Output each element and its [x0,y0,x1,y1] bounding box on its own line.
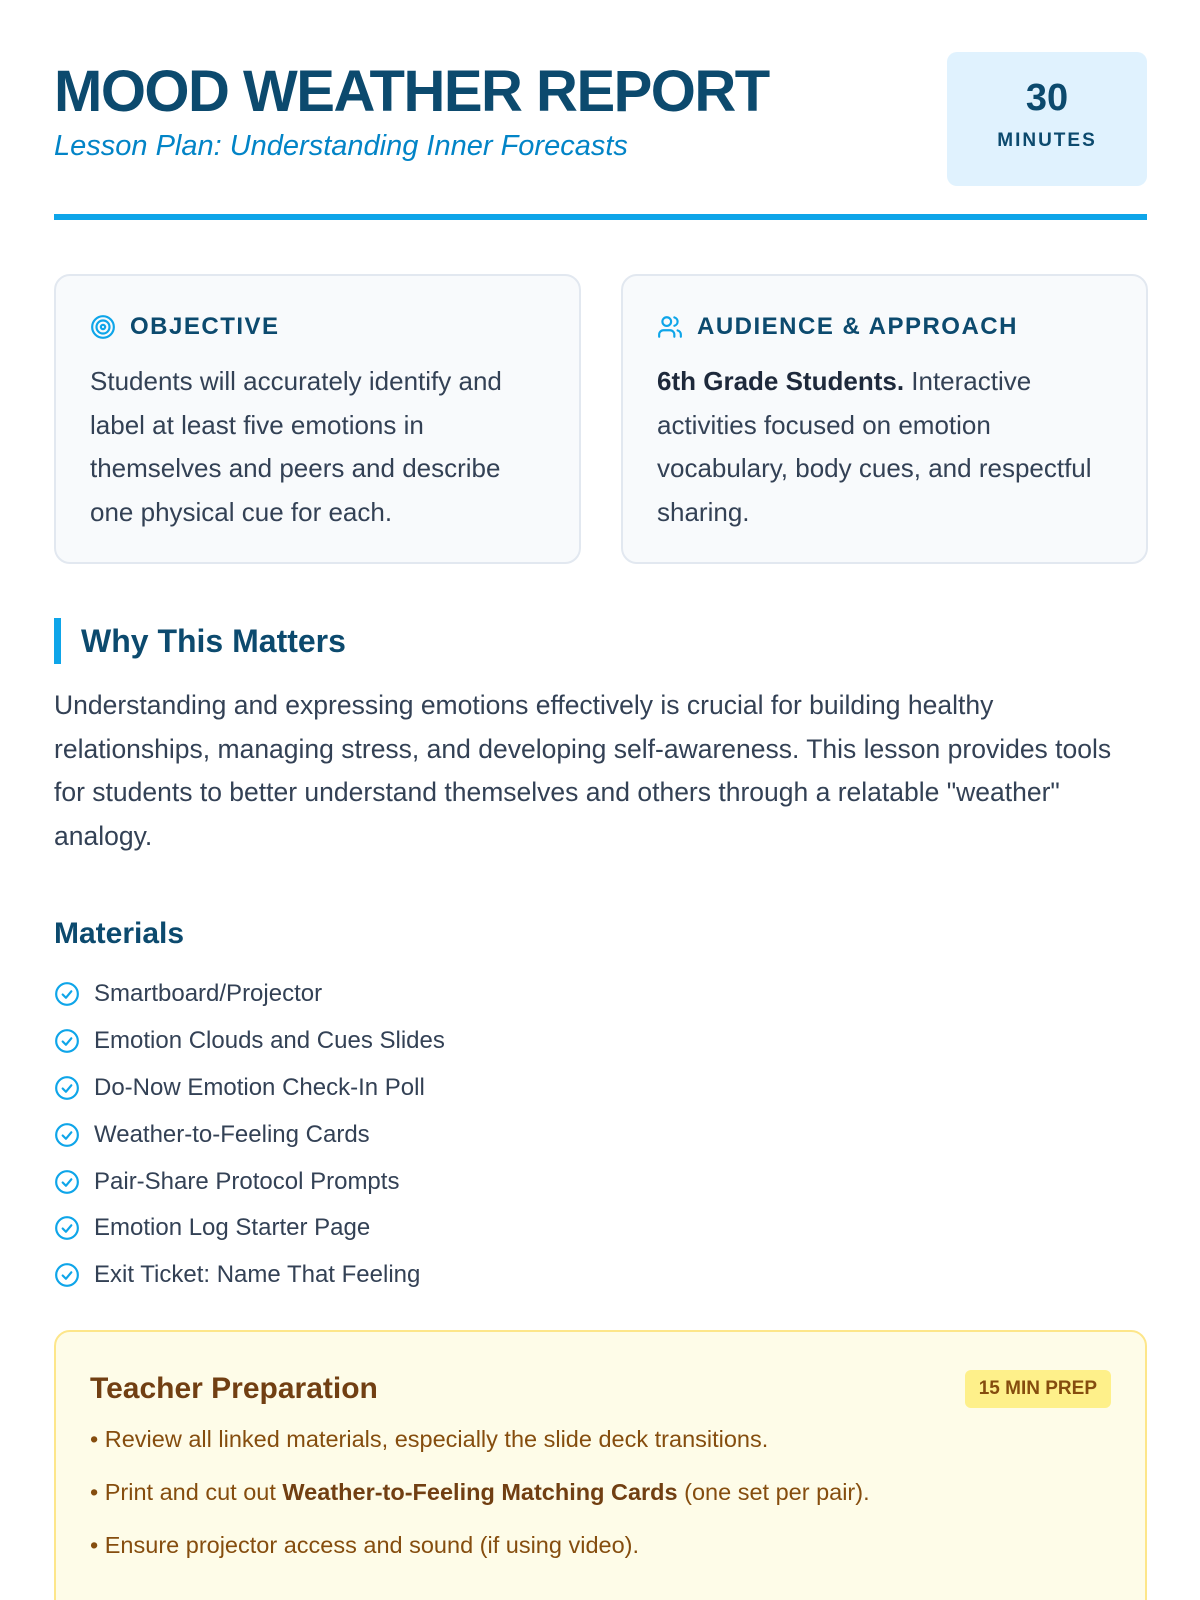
duration-badge [947,52,1147,186]
check-circle-icon [54,981,80,1007]
duration-value: 30 [1025,77,1069,119]
users-icon [657,314,683,340]
objective-card [54,274,581,564]
list-item [54,1158,445,1205]
objective-heading: OBJECTIVE [130,313,280,340]
check-circle-icon [54,1075,80,1101]
list-item [90,1532,1111,1558]
list-item [54,1205,445,1252]
list-item [54,1111,445,1158]
materials-list [54,971,445,1299]
material-label: Smartboard/Projector [94,980,323,1008]
material-label: Emotion Log Starter Page [94,1214,371,1242]
check-circle-icon [54,1028,80,1054]
material-label: Do-Now Emotion Check-In Poll [94,1073,425,1101]
audience-card [621,274,1148,564]
why-heading: Why This Matters [81,623,346,659]
materials-heading: Materials [54,917,185,950]
list-item [54,1018,445,1065]
prep-text: • Ensure projector access and sound (if using video). [90,1532,640,1558]
list-item [90,1426,1111,1452]
target-icon [90,314,116,340]
header [54,52,1147,222]
prep-text: • Review all linked materials, especially the slide deck transitions. [90,1426,769,1452]
why-text: Understanding and expressing emotions effectively is crucial for building healthy relationships, managing stress, and developing self-awareness. This lesson provides tools for students to better understand themselves and others through a relatable "weather" analogy. [54,690,1112,851]
list-item [54,1065,445,1112]
prep-time-badge: 15 MIN PREP [965,1370,1111,1408]
check-circle-icon [54,1169,80,1195]
list-item [90,1479,1111,1505]
check-circle-icon [54,1262,80,1288]
material-label: Emotion Clouds and Cues Slides [94,1027,445,1055]
page-title: MOOD WEATHER REPORT [54,59,769,124]
audience-body: Interactive activities focused on emotion vocabulary, body cues, and respectful sharing. [657,366,1092,527]
prep-text: • Print and cut out [90,1479,283,1505]
audience-text [657,360,1112,534]
duration-unit: MINUTES [997,130,1097,151]
prep-emphasis: Weather-to-Feeling Matching Cards [282,1479,678,1505]
audience-lead: 6th Grade Students. [657,366,905,396]
material-label: Exit Ticket: Name That Feeling [94,1261,421,1289]
prep-heading: Teacher Preparation [90,1372,378,1405]
check-circle-icon [54,1122,80,1148]
header-divider [54,214,1147,220]
list-item [54,971,445,1018]
objective-text: Students will accurately identify and label at least five emotions in themselves and peers and describe one physical cue for each. [90,366,502,527]
page-subtitle: Lesson Plan: Understanding Inner Forecasts [54,130,628,162]
section-accent-bar [54,618,61,664]
material-label: Pair-Share Protocol Prompts [94,1167,400,1195]
material-label: Weather-to-Feeling Cards [94,1120,370,1148]
prep-list [90,1426,1111,1558]
prep-text-after: (one set per pair). [677,1479,870,1505]
audience-heading: AUDIENCE & APPROACH [697,313,1018,340]
teacher-prep-panel [54,1330,1147,1600]
check-circle-icon [54,1215,80,1241]
list-item [54,1252,445,1299]
